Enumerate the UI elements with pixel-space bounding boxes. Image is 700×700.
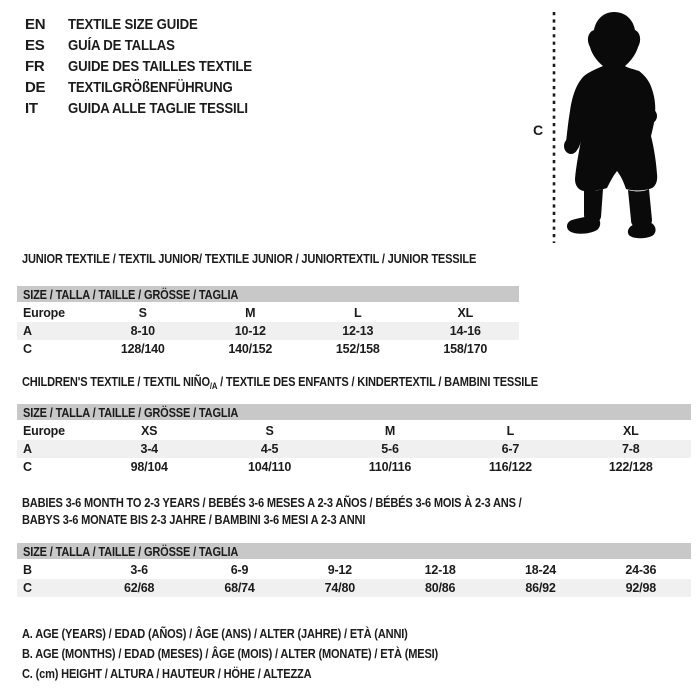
language-row-es [25,35,277,56]
table-header-bar [17,543,691,560]
age-cell: 12-13 [304,322,412,340]
height-cell: 80/86 [390,579,490,597]
row-label: C [23,342,32,356]
age-cell: 7-8 [571,440,691,458]
height-cell: 68/74 [189,579,289,597]
language-title: GUIDA ALLE TAGLIE TESSILI [68,100,248,117]
height-cell: 110/116 [368,460,412,474]
height-cell: 74/80 [290,579,390,597]
size-cell: L [354,306,362,320]
language-row-en [25,14,277,35]
size-cell: S [265,424,274,438]
size-cell: M [245,306,256,320]
table-row-age [17,440,691,458]
age-cell: 10-12 [197,322,305,340]
language-code: ES [25,37,45,54]
age-cell: 8-10 [89,322,197,340]
children-section-heading: CHILDREN'S TEXTILE / TEXTIL $NIÑO_{/A}$ / TEXTILE DES ENFANTS / KINDERTEXTIL / BAMBINI TESSILE [22,374,538,391]
age-cell: 6-7 [450,440,570,458]
size-cell: XL [622,424,639,438]
size-cell: XS [141,424,158,438]
age-cell: 5-6 [330,440,450,458]
size-cell: XL [457,306,474,320]
baby-silhouette-shape [564,12,657,238]
table-row-height [17,458,691,476]
table-row-height [17,340,519,358]
age-cell: 14-16 [412,322,520,340]
table-header-label: SIZE / TALLA / TAILLE / GRÖSSE / TAGLIA [23,286,239,302]
footnote-a: A. AGE (YEARS) / EDAD (AÑOS) / ÂGE (ANS) / ALTER (JAHRE) / ETÀ (ANNI) [22,626,408,641]
table-row-age [17,322,519,340]
language-title: TEXTILGRÖßENFÜHRUNG [68,79,233,96]
height-measure-label: C [533,122,544,138]
language-title: TEXTILE SIZE GUIDE [68,16,198,33]
height-cell: 86/92 [490,579,590,597]
language-code: DE [25,79,46,96]
heading-subscript: /A [209,381,218,391]
size-cell: M [384,424,396,438]
children-size-table [17,404,691,476]
height-cell: 140/152 [228,342,273,356]
size-cell: S [138,306,147,320]
height-cell: 122/128 [608,460,653,474]
months-cell: 6-9 [230,563,249,577]
row-label: Europe [23,424,65,438]
table-row-height [17,579,691,597]
language-code: IT [25,100,38,117]
table-row-europe [17,303,519,322]
baby-silhouette-icon [500,0,700,250]
footnote-c: C. (cm) HEIGHT / ALTURA / HAUTEUR / HÖHE / ALTEZZA [22,666,312,681]
height-cell: 62/68 [89,579,189,597]
months-cell: 9-12 [327,563,352,577]
babies-size-table [17,543,691,597]
size-cell: L [506,424,515,438]
age-cell: 3-4 [89,440,209,458]
language-list [25,14,277,119]
row-label: C [23,460,32,474]
table-row-europe [17,421,691,440]
height-cell: 158/170 [443,342,488,356]
junior-section-heading: JUNIOR TEXTILE / TEXTIL JUNIOR/ TEXTILE JUNIOR / JUNIORTEXTIL / JUNIOR TESSILE [22,251,477,266]
table-header-label: SIZE / TALLA / TAILLE / GRÖSSE / TAGLIA [23,404,239,420]
table-header-label: SIZE / TALLA / TAILLE / GRÖSSE / TAGLIA [23,543,239,559]
height-cell: 98/104 [130,460,168,474]
height-cell: 152/158 [335,342,380,356]
babies-section-heading: BABIES 3-6 MONTH TO 2-3 YEARS / BEBÉS 3-6 MESES A 2-3 AÑOS / BÉBÉS 3-6 MOIS À 2-3 ANS / BABYS 3-6 MONATE BIS 2-3 JAHRE / BAMBINI 3-6 MESI A 2-3 ANNI [22,495,522,527]
language-row-de [25,77,277,98]
language-code: FR [25,58,45,75]
language-code: EN [25,16,46,33]
months-cell: 3-6 [130,563,148,577]
language-row-fr [25,56,277,77]
row-label: A [17,440,89,458]
height-cell: 92/98 [591,579,691,597]
footnotes [22,626,512,686]
table-header-bar [17,286,519,303]
row-label: Europe [23,306,65,320]
height-cell: 128/140 [120,342,165,356]
language-title: GUIDE DES TAILLES TEXTILE [68,58,252,75]
baby-figure [500,0,700,250]
row-label: B [23,563,32,577]
language-row-it [25,98,277,119]
table-row-months [17,560,691,579]
height-cell: 104/110 [248,460,292,474]
months-cell: 18-24 [524,563,556,577]
junior-size-table [17,286,519,358]
months-cell: 24-36 [625,563,657,577]
row-label: C [17,579,89,597]
height-cell: 116/122 [488,460,532,474]
footnote-b: B. AGE (MONTHS) / EDAD (MESES) / ÂGE (MOIS) / ALTER (MONATE) / ETÀ (MESI) [22,646,439,661]
language-title: GUÍA DE TALLAS [68,37,175,54]
age-cell: 4-5 [209,440,329,458]
row-label: A [17,322,89,340]
months-cell: 12-18 [424,563,456,577]
table-header-bar [17,404,691,421]
